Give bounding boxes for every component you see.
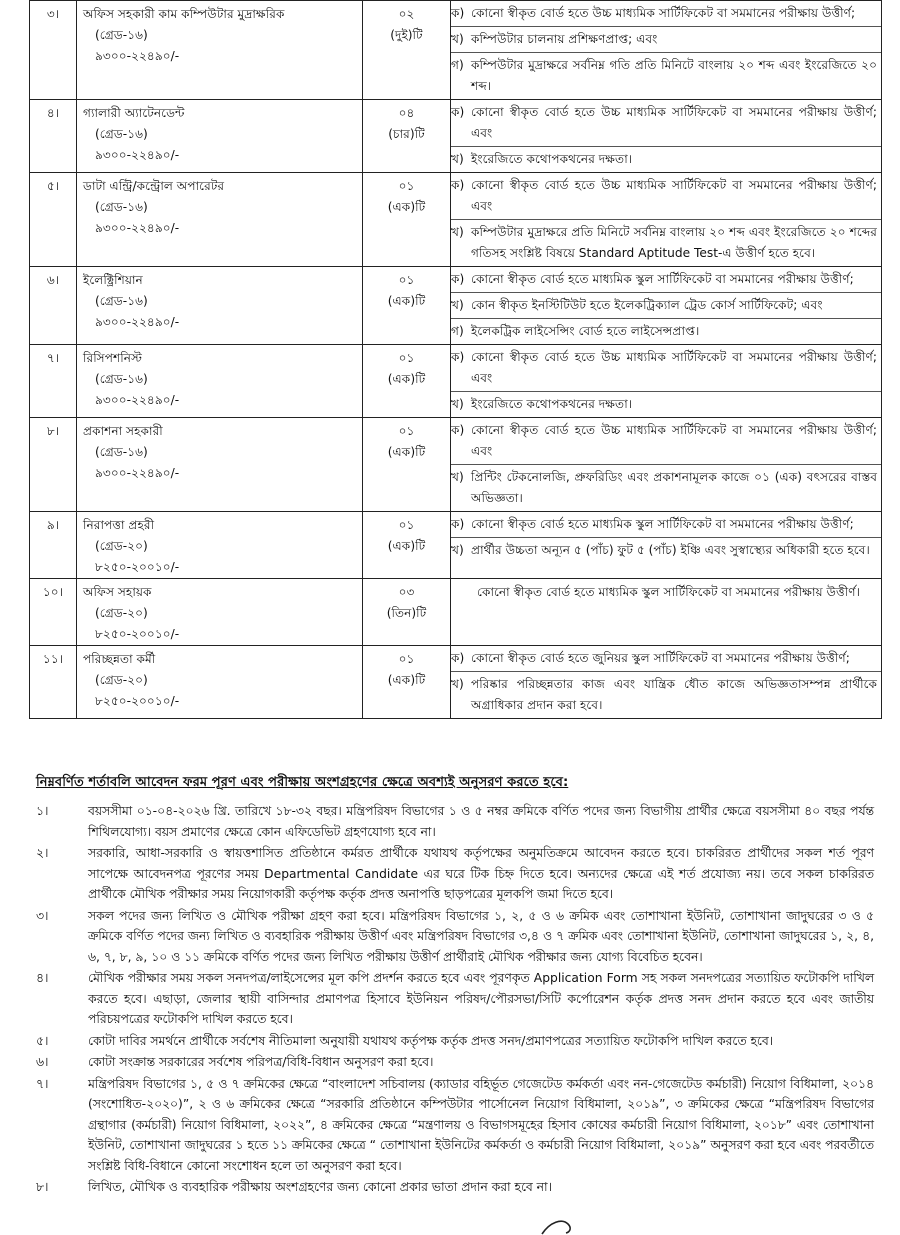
- post-serial: ৮।: [30, 418, 77, 512]
- post-count-cell: [363, 646, 451, 719]
- post-name: পরিচ্ছন্নতা কর্মী: [83, 652, 156, 666]
- qualification-marker: ক): [451, 178, 465, 192]
- qualification-text: ইংরেজিতে কথোপকথনের দক্ষতা।: [471, 152, 633, 166]
- qualification-text: ইংরেজিতে কথোপকথনের দক্ষতা।: [471, 397, 633, 411]
- post-count-cell: [363, 512, 451, 579]
- post-row: [30, 646, 882, 719]
- post-name: ডাটা এন্ট্রি/কন্ট্রোল অপারেটর: [83, 179, 225, 193]
- post-count-number: ০১: [398, 652, 415, 666]
- condition-item: [36, 1177, 874, 1198]
- post-serial: ৫।: [30, 173, 77, 267]
- post-row: [30, 100, 882, 173]
- post-serial: ১১।: [30, 646, 77, 719]
- post-qualifications: [451, 1, 882, 100]
- qualification-item: [451, 418, 881, 465]
- qualification-text: কোনো স্বীকৃত বোর্ড হতে উচ্চ মাধ্যমিক সার্টিফিকেট বা সমমানের পরীক্ষায় উত্তীর্ণ; এবং: [471, 423, 877, 458]
- condition-number: ৮।: [36, 1180, 49, 1194]
- post-pay-scale: ৮২৫০-২০০১০/-: [95, 627, 180, 641]
- qualification-text: কোনো স্বীকৃত বোর্ড হতে উচ্চ মাধ্যমিক সার্টিফিকেট বা সমমানের পরীক্ষায় উত্তীর্ণ; এবং: [471, 350, 877, 385]
- post-count-cell: [363, 173, 451, 267]
- qualification-text: প্রিন্টিং টেকনোলজি, প্রুফরিডিং এবং প্রকাশনামূলক কাজে ০১ (এক) বৎসরের বাস্তব অভিজ্ঞতা।: [471, 470, 877, 505]
- post-pay-scale: ৯৩০০-২২৪৯০/-: [95, 466, 180, 480]
- condition-item: [36, 843, 874, 905]
- post-count-word: (চার)টি: [388, 127, 425, 141]
- post-qualifications: [451, 267, 882, 345]
- post-name: অফিস সহকারী কাম কম্পিউটার মুদ্রাক্ষরিক: [83, 7, 285, 21]
- qualification-text: কোনো স্বীকৃত বোর্ড হতে উচ্চ মাধ্যমিক সার্টিফিকেট বা সমমানের পরীক্ষায় উত্তীর্ণ;: [471, 6, 856, 20]
- post-grade: (গ্রেড-১৬): [95, 372, 148, 386]
- condition-number: ৪।: [36, 971, 49, 985]
- qualification-item: [451, 173, 881, 220]
- condition-number: ২।: [36, 846, 49, 860]
- post-grade: (গ্রেড-১৬): [95, 445, 148, 459]
- qualification-text: ইলেকট্রিক লাইসেন্সিং বোর্ড হতে লাইসেন্সপ্রাপ্ত।: [471, 324, 700, 338]
- conditions-list: [36, 801, 874, 1199]
- post-pay-scale: ৯৩০০-২২৪৯০/-: [95, 148, 180, 162]
- qualification-item: [451, 465, 881, 511]
- qualification-item: [451, 147, 881, 172]
- post-name: নিরাপত্তা প্রহরী: [83, 518, 155, 532]
- qualification-text: কোনো স্বীকৃত বোর্ড হতে মাধ্যমিক স্কুল সার্টিফিকেট বা সমমানের পরীক্ষায় উত্তীর্ণ;: [471, 272, 854, 286]
- post-count-word: (এক)টি: [387, 294, 426, 308]
- post-grade: (গ্রেড-২০): [95, 673, 148, 687]
- condition-item: [36, 1031, 874, 1052]
- post-row: [30, 173, 882, 267]
- condition-item: [36, 906, 874, 968]
- posts-table-body: [30, 1, 882, 719]
- condition-text: মৌখিক পরীক্ষার সময় সকল সনদপত্র/লাইসেন্সের মূল কপি প্রদর্শন করতে হবে এবং পূরণকৃত Application Form সহ সকল সনদপত্রের সত্যায়িত ফটোকপি দাখিল করতে হবে। এছাড়া, জেলার স্থায়ী বাসিন্দার প্রমাণপত্র হিসাবে ইউনিয়ন পরিষদ/পৌরসভা/সিটি কর্পোরেশন কর্তৃক প্রদত্ত সনদ প্রদান করতে হবে এবং জাতীয় পরিচয়পত্রের ফটোকপি দাখিল করতে হবে।: [88, 971, 874, 1026]
- qualification-item: [451, 1, 881, 27]
- qualification-item: [451, 672, 881, 718]
- qualification-marker: ক): [451, 272, 465, 286]
- condition-text: কোটা সংক্রান্ত সরকারের সর্বশেষ পরিপত্র/বিধি-বিধান অনুসরণ করা হবে।: [88, 1055, 434, 1069]
- post-row: [30, 267, 882, 345]
- post-grade: (গ্রেড-২০): [95, 539, 148, 553]
- condition-number: ৫।: [36, 1033, 49, 1048]
- post-row: [30, 1, 882, 100]
- qualification-item: [451, 646, 881, 672]
- post-name-cell: [77, 418, 363, 512]
- post-pay-scale: ৮২৫০-২০০১০/-: [95, 694, 180, 708]
- post-name-cell: [77, 1, 363, 100]
- qualification-marker: খ): [451, 32, 464, 46]
- post-name-cell: [77, 100, 363, 173]
- qualification-item: [451, 392, 881, 417]
- post-count-number: ০২: [398, 7, 415, 21]
- post-name-cell: [77, 345, 363, 418]
- post-count-cell: [363, 267, 451, 345]
- qualification-marker: খ): [451, 298, 464, 312]
- condition-text: লিখিত, মৌখিক ও ব্যবহারিক পরীক্ষায় অংশগ্রহণের জন্য কোনো প্রকার ভাতা প্রদান করা হবে না।: [88, 1180, 552, 1194]
- post-qualifications: [451, 646, 882, 719]
- post-count-cell: [363, 100, 451, 173]
- post-grade: (গ্রেড-১৬): [95, 127, 148, 141]
- post-name: গ্যালারী অ্যাটেনডেন্ট: [83, 106, 185, 120]
- post-count-cell: [363, 579, 451, 646]
- post-name-cell: [77, 267, 363, 345]
- qualification-marker: গ): [451, 58, 464, 72]
- qualification-text: কোন স্বীকৃত ইনস্টিটিউট হতে ইলেকট্রিক্যাল ট্রেড কোর্স সার্টিফিকেট; এবং: [471, 298, 823, 312]
- qualification-item: [451, 345, 881, 392]
- qualification-marker: খ): [451, 677, 464, 691]
- qualification-text: কম্পিউটার চালনায় প্রশিক্ষণপ্রাপ্ত; এবং: [471, 32, 658, 46]
- post-qualifications: [451, 512, 882, 579]
- condition-text: বয়সসীমা ০১-০৪-২০২৬ খ্রি. তারিখে ১৮-৩২ বছর। মন্ত্রিপরিষদ বিভাগের ১ ও ৫ নম্বর ক্রমিকে বর্ণিত পদের জন্য বিভাগীয় প্রার্থীর ক্ষেত্রে বয়সসীমা ৪০ বছর পর্যন্ত শিথিলযোগ্য। বয়স প্রমাণের ক্ষেত্রে কোন এফিডেভিট গ্রহণযোগ্য হবে না।: [88, 804, 874, 839]
- condition-item: [36, 1074, 874, 1177]
- post-name-cell: [77, 579, 363, 646]
- qualification-text: কোনো স্বীকৃত বোর্ড হতে জুনিয়র স্কুল সার্টিফিকেট বা সমমানের পরীক্ষায় উত্তীর্ণ;: [471, 651, 850, 665]
- post-serial: ১০।: [30, 579, 77, 646]
- qualification-item: [451, 293, 881, 319]
- signature-mark: [540, 1216, 600, 1235]
- qualification-text: কোনো স্বীকৃত বোর্ড হতে উচ্চ মাধ্যমিক সার্টিফিকেট বা সমমানের পরীক্ষায় উত্তীর্ণ; এবং: [471, 105, 877, 140]
- qualification-marker: ক): [451, 423, 465, 437]
- post-pay-scale: ৯৩০০-২২৪৯০/-: [95, 393, 180, 407]
- post-grade: (গ্রেড-১৬): [95, 200, 148, 214]
- post-name-cell: [77, 173, 363, 267]
- condition-item: [36, 801, 874, 842]
- condition-text: মন্ত্রিপরিষদ বিভাগের ১, ৫ ও ৭ ক্রমিকের ক্ষেত্রে “বাংলাদেশ সচিবালয় (ক্যাডার বহির্ভূত গেজেটেড কর্মকর্তা এবং নন-গেজেটেড কর্মচারী) নিয়োগ বিধিমালা, ২০১৪ (সংশোধিত-২০২০)”, ২ ও ৬ ক্রমিকের ক্ষেত্রে “সরকারি প্রতিষ্ঠানে কম্পিউটার পার্সোনেল নিয়োগ বিধিমালা, ২০১৯”, ৩ ক্রমিকের ক্ষেত্রে “মন্ত্রিপরিষদ বিভাগের গ্রন্থাগার (কর্মচারী) নিয়োগ বিধিমালা, ২০২২”, ৪ ক্রমিকের ক্ষেত্রে “মন্ত্রণালয় ও বিভাগসমূহের হিসাব কোষের কর্মচারী নিয়োগ বিধিমালা, ২০১৮” এবং তোশাখানা ইউনিট, তোশাখানা জাদুঘরের ১ হতে ১১ ক্রমিকের ক্ষেত্রে “ তোশাখানা ইউনিটের কর্মকর্তা ও কর্মচারী নিয়োগ বিধিমালা, ২০১৯” অনুসরণ করা হবে এবং পরবর্তীতে সংশ্লিষ্ট বিধি-বিধানে কোনো সংশোধন হলে তা অনুসরণ করা হবে।: [88, 1076, 874, 1173]
- condition-number: ১।: [36, 804, 49, 818]
- post-name-cell: [77, 512, 363, 579]
- post-name-cell: [77, 646, 363, 719]
- post-row: [30, 418, 882, 512]
- post-count-cell: [363, 418, 451, 512]
- qualification-marker: ক): [451, 105, 465, 119]
- condition-text: সকল পদের জন্য লিখিত ও মৌখিক পরীক্ষা গ্রহণ করা হবে। মন্ত্রিপরিষদ বিভাগের ১, ২, ৫ ও ৬ ক্রমিক এবং তোশাখানা ইউনিট, তোশাখানা জাদুঘরের ৩ ও ৫ ক্রমিকে বর্ণিত পদের জন্য লিখিত ও ব্যবহারিক পরীক্ষায় উত্তীর্ণ এবং মন্ত্রিপরিষদ বিভাগের ৩,৪ ও ৭ ক্রমিক এবং তোশাখানা ইউনিট, তোশাখানা জাদুঘরের ১, ২, ৪, ৬, ৭, ৮, ৯, ১০ ও ১১ ক্রমিকে বর্ণিত পদের জন্য লিখিত পরীক্ষায় উত্তীর্ণ প্রার্থীরাই মৌখিক পরীক্ষার জন্য যোগ্য বিবেচিত হবেন।: [88, 908, 874, 964]
- qualification-text: প্রার্থীর উচ্চতা অন্যূন ৫ (পাঁচ) ফুট ৫ (পাঁচ) ইঞ্চি এবং সুস্বাস্থ্যের অধিকারী হতে হবে।: [471, 543, 870, 557]
- post-serial: ৭।: [30, 345, 77, 418]
- qualification-item: [451, 53, 881, 99]
- post-count-number: ০৪: [398, 106, 415, 120]
- condition-number: ৩।: [36, 908, 49, 923]
- qualification-item: [451, 319, 881, 344]
- qualification-text: কোনো স্বীকৃত বোর্ড হতে উচ্চ মাধ্যমিক সার্টিফিকেট বা সমমানের পরীক্ষায় উত্তীর্ণ; এবং: [471, 178, 877, 213]
- condition-text: কোটা দাবির সমর্থনে প্রার্থীকে সর্বশেষ নীতিমালা অনুযায়ী যথাযথ কর্তৃপক্ষ কর্তৃক প্রদত্ত সনদ/প্রমাণপত্রের সত্যায়িত ফটোকপি দাখিল করতে হবে।: [88, 1033, 774, 1048]
- post-row: [30, 345, 882, 418]
- qualification-marker: ক): [451, 517, 465, 531]
- post-count-word: (এক)টি: [387, 539, 426, 553]
- post-qualifications: [451, 345, 882, 418]
- post-count-cell: [363, 1, 451, 100]
- condition-text: সরকারি, আধা-সরকারি ও স্বায়ত্তশাসিত প্রতিষ্ঠানে কর্মরত প্রার্থীকে যথাযথ কর্তৃপক্ষের অনুমতিক্রমে আবেদন করতে হবে। চাকরিরত প্রার্থীদের সকল শর্ত পূরণ সাপেক্ষে আবেদনপত্র পূরণের সময় Departmental Candidate এর ঘরে টিক চিহ্ন দিতে হবে। অন্যদের ক্ষেত্রে এই শর্ত প্রযোজ্য নয়। তবে সকল চাকরিরত প্রার্থীকে মৌখিক পরীক্ষার সময় নিয়োগকারী কর্তৃপক্ষ কর্তৃক প্রদত্ত অনাপত্তি ছাড়পত্রের মূলকপি জমা দিতে হবে।: [88, 846, 874, 901]
- post-name: প্রকাশনা সহকারী: [83, 424, 163, 438]
- condition-item: [36, 1052, 874, 1073]
- post-count-cell: [363, 345, 451, 418]
- post-count-word: (তিন)টি: [386, 606, 427, 620]
- qualification-text: কম্পিউটার মুদ্রাক্ষরে সর্বনিম্ন গতি প্রতি মিনিটে বাংলায় ২০ শব্দ এবং ইংরেজিতে ২০ শব্দ।: [471, 58, 877, 93]
- post-grade: (গ্রেড-১৬): [95, 294, 148, 308]
- post-count-number: ০১: [398, 179, 415, 193]
- post-serial: ৪।: [30, 100, 77, 173]
- qualification-item: [451, 267, 881, 293]
- post-pay-scale: ৯৩০০-২২৪৯০/-: [95, 221, 180, 235]
- qualification-marker: ক): [451, 6, 465, 20]
- condition-number: ৭।: [36, 1076, 49, 1091]
- qualification-text: কোনো স্বীকৃত বোর্ড হতে মাধ্যমিক স্কুল সার্টিফিকেট বা সমমানের পরীক্ষায় উত্তীর্ণ।: [477, 585, 860, 599]
- post-count-word: (এক)টি: [387, 372, 426, 386]
- qualification-marker: খ): [451, 225, 464, 239]
- post-pay-scale: ৯৩০০-২২৪৯০/-: [95, 49, 180, 63]
- post-grade: (গ্রেড-১৬): [95, 28, 148, 42]
- posts-table: [29, 0, 882, 719]
- qualification-item: [451, 512, 881, 538]
- post-qualifications: [451, 418, 882, 512]
- condition-number: ৬।: [36, 1055, 49, 1069]
- qualification-marker: ক): [451, 651, 465, 665]
- post-count-word: (এক)টি: [387, 673, 426, 687]
- post-count-number: ০১: [398, 351, 415, 365]
- post-qualifications: [451, 100, 882, 173]
- qualification-marker: খ): [451, 470, 464, 484]
- post-count-number: ০৩: [398, 585, 415, 599]
- post-count-word: (দুই)টি: [390, 28, 423, 42]
- post-count-word: (এক)টি: [387, 200, 426, 214]
- qualification-marker: খ): [451, 543, 464, 557]
- post-qualifications: [451, 173, 882, 267]
- qualification-item: [451, 100, 881, 147]
- post-name: অফিস সহায়ক: [83, 585, 152, 599]
- qualification-marker: গ): [451, 324, 464, 338]
- post-count-number: ০১: [398, 273, 415, 287]
- condition-item: [36, 968, 874, 1030]
- post-name: ইলেক্ট্রিশিয়ান: [83, 273, 143, 287]
- post-serial: ৬।: [30, 267, 77, 345]
- qualification-text: পরিষ্কার পরিচ্ছন্নতার কাজ এবং যান্ত্রিক ধৌত কাজে অভিজ্ঞতাসম্পন্ন প্রার্থীকে অগ্রাধিকার প্রদান করা হবে।: [471, 677, 877, 712]
- post-grade: (গ্রেড-২০): [95, 606, 148, 620]
- post-serial: ৯।: [30, 512, 77, 579]
- post-pay-scale: ৮২৫০-২০০১০/-: [95, 560, 180, 574]
- post-pay-scale: ৯৩০০-২২৪৯০/-: [95, 315, 180, 329]
- qualification-marker: খ): [451, 397, 464, 411]
- post-name: রিসিপশনিস্ট: [83, 351, 143, 365]
- post-qualifications: [451, 579, 882, 646]
- post-count-number: ০১: [398, 518, 415, 532]
- post-count-number: ০১: [398, 424, 415, 438]
- post-serial: ৩।: [30, 1, 77, 100]
- post-row: [30, 579, 882, 646]
- conditions-heading: নিম্নবর্ণিত শর্তাবলি আবেদন ফরম পূরণ এবং পরীক্ষায় অংশগ্রহণের ক্ষেত্রে অবশ্যই অনুসরণ করতে হবে:: [36, 775, 569, 790]
- qualification-marker: ক): [451, 350, 465, 364]
- post-count-word: (এক)টি: [387, 445, 426, 459]
- post-row: [30, 512, 882, 579]
- qualification-item: [451, 220, 881, 266]
- qualification-text: কোনো স্বীকৃত বোর্ড হতে মাধ্যমিক স্কুল সার্টিফিকেট বা সমমানের পরীক্ষায় উত্তীর্ণ;: [471, 517, 854, 531]
- qualification-text: কম্পিউটার মুদ্রাক্ষরে প্রতি মিনিটে সর্বনিম্ন বাংলায় ২০ শব্দ এবং ইংরেজিতে ২০ শব্দের গতিসহ সংশ্লিষ্ট বিষয়ে Standard Aptitude Test-এ উত্তীর্ণ হতে হবে।: [471, 225, 877, 260]
- qualification-item: [451, 538, 881, 563]
- qualification-marker: খ): [451, 152, 464, 166]
- qualification-item: [451, 27, 881, 53]
